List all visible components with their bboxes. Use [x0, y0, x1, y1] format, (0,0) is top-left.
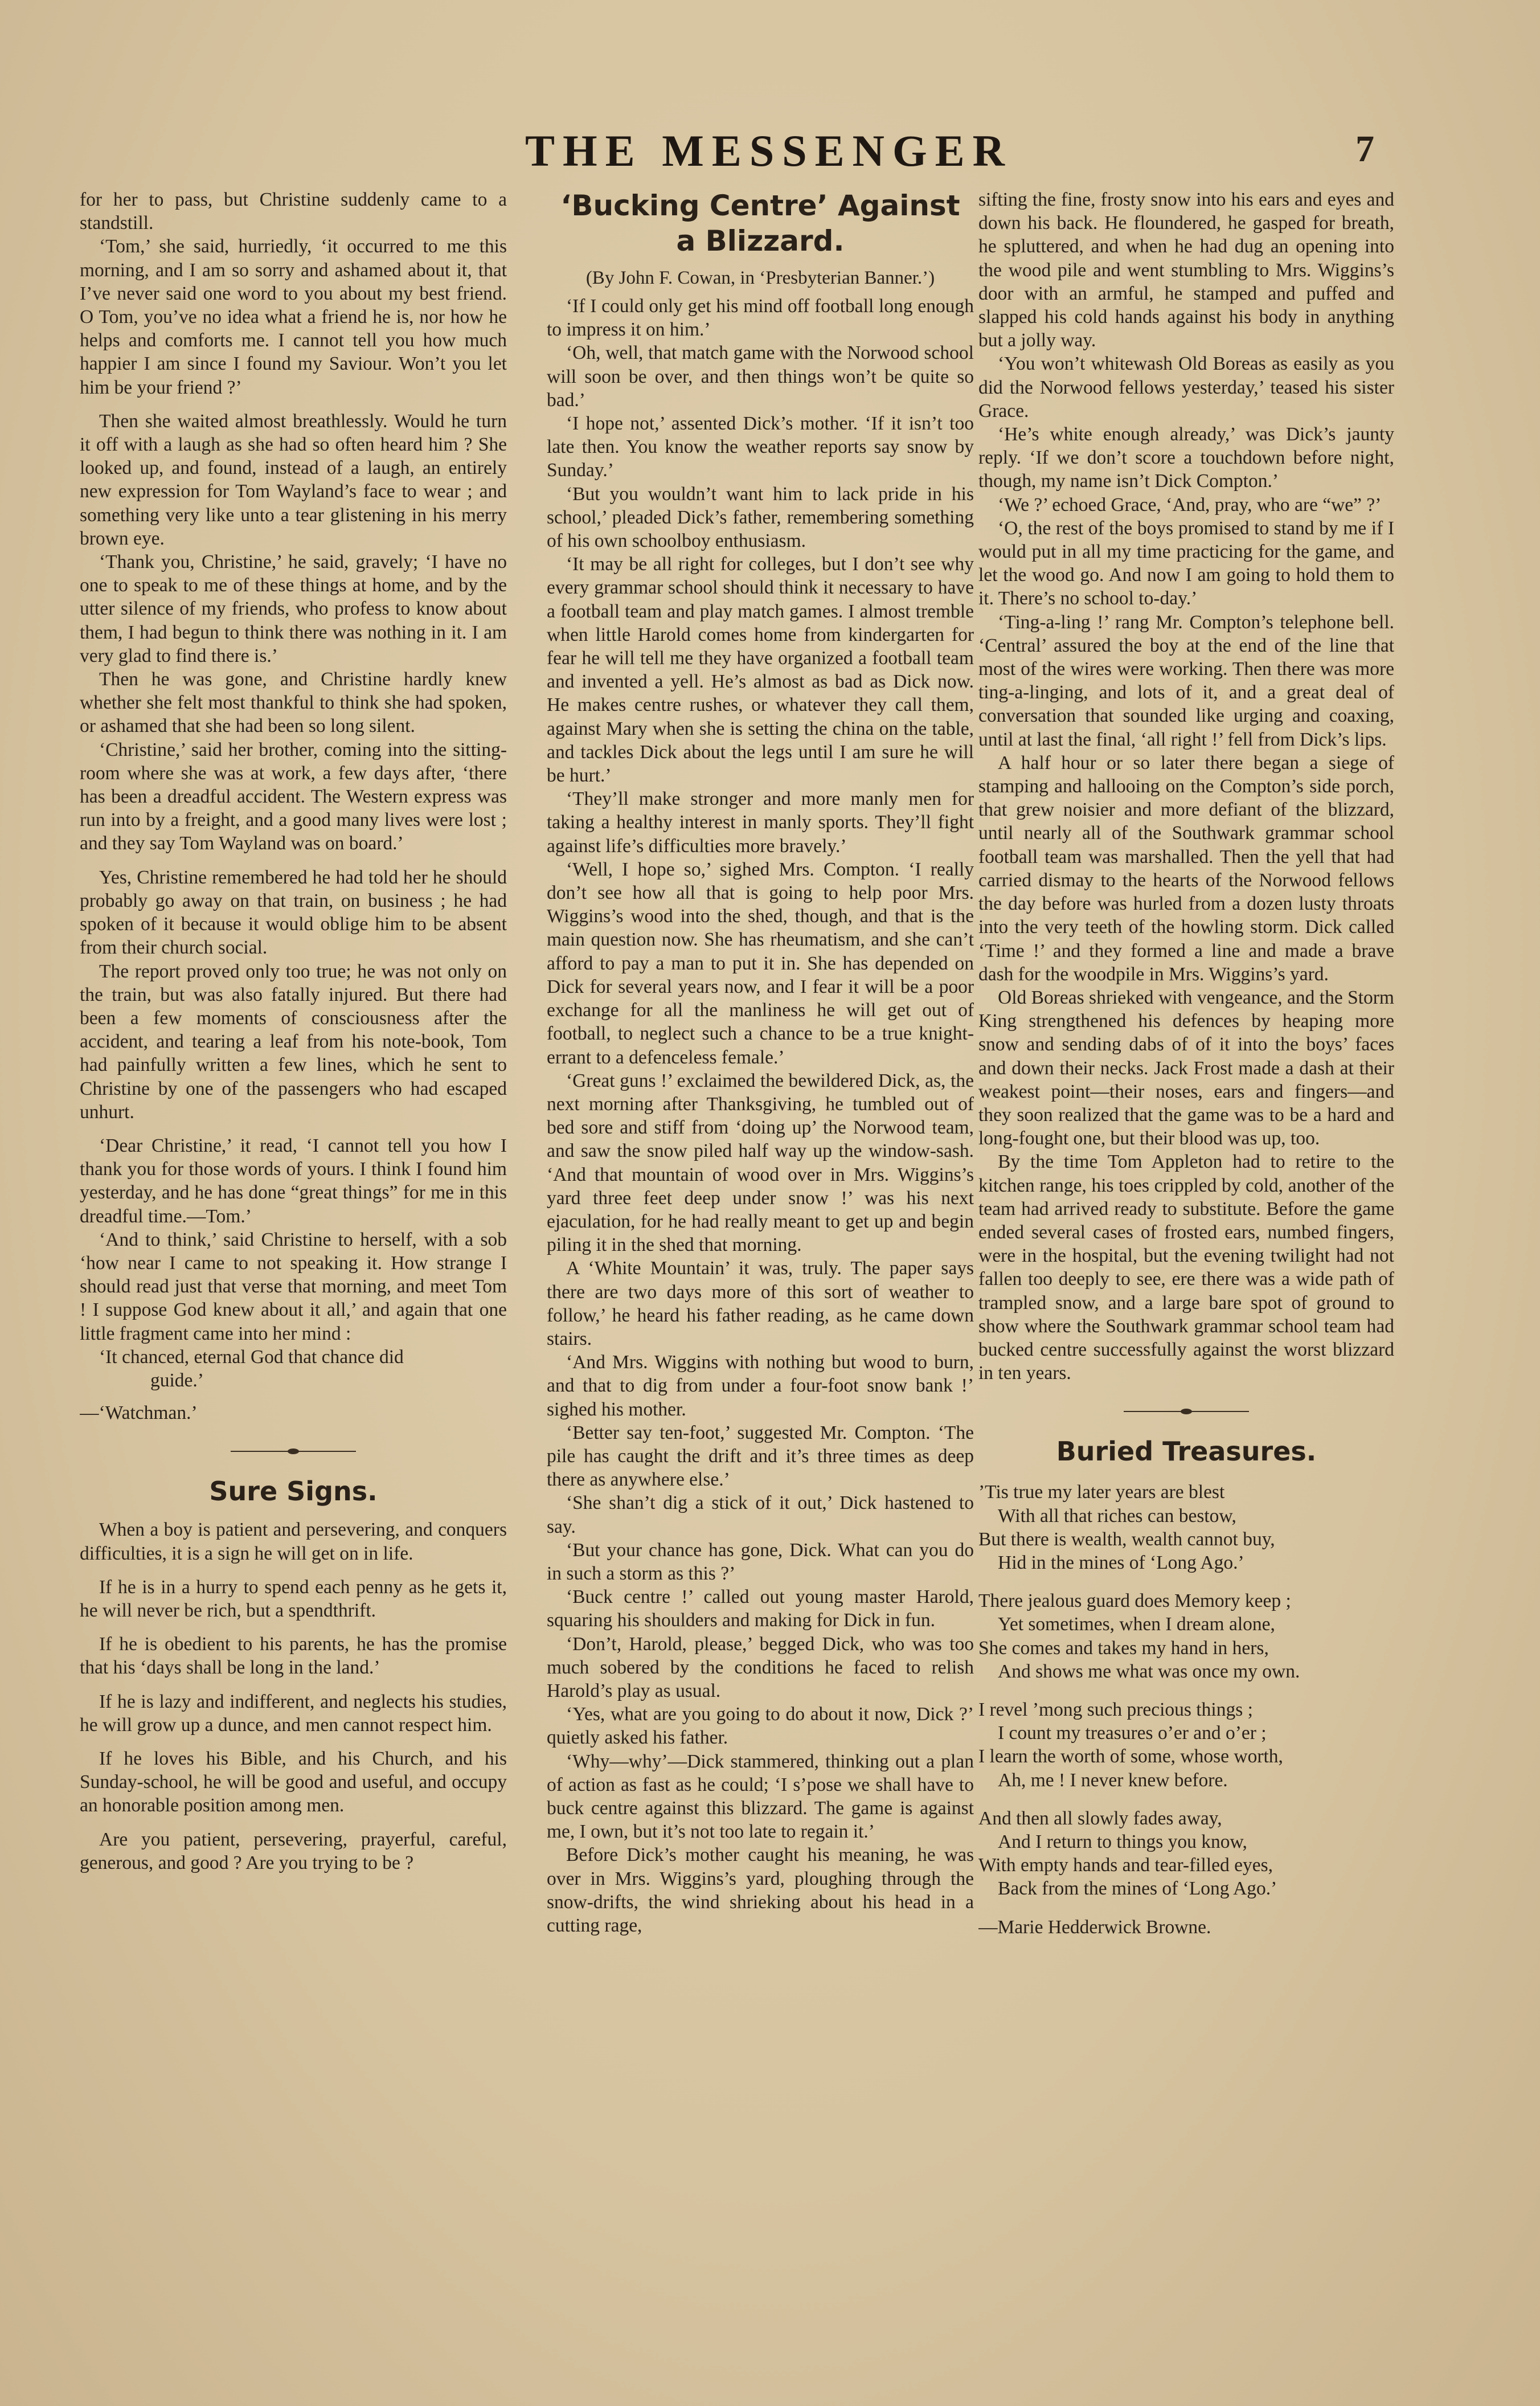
paragraph: ‘I hope not,’ assented Dick’s mother. ‘If it isn’t too late then. You know the weather reports say snow by Sunday.’: [547, 413, 974, 481]
paragraph: ‘They’ll make stronger and more manly men for taking a healthy interest in manly sports. They’ll fight against life’s difficulties more bravely.’: [547, 788, 974, 857]
paragraph: ‘You won’t whitewash Old Boreas as easily as you did the Norwood fellows yesterday,’ teased his sister Grace.: [978, 353, 1394, 422]
article-title: ‘Bucking Centre’ Against a Blizzard.: [560, 189, 960, 257]
paragraph: If he is obedient to his parents, he has the promise that his ‘days shall be long in the land.’: [80, 1634, 507, 1679]
paragraph: Yes, Christine remembered he had told her he should probably go away on that train, on business ; he had spoken of it because it would oblige him to be absent from their church social.: [80, 866, 507, 959]
paragraph: Before Dick’s mother caught his meaning, he was over in Mrs. Wiggins’s yard, ploughing through the snow-drifts, the wind shrieking about his head in a cutting rage,: [547, 1844, 974, 1937]
byline: (By John F. Cowan, in ‘Presbyterian Banner.’): [585, 268, 935, 288]
page-number: 7: [1355, 128, 1374, 170]
paragraph: ‘Oh, well, that match game with the Norwood school will soon be over, and then things won’t be quite so bad.’: [547, 342, 974, 411]
poem-line: ’Tis true my later years are blest: [978, 1482, 1225, 1503]
paragraph: ‘It may be all right for colleges, but I don’t see why every grammar school should think it necessary to have a football team and play match games. I almost tremble when little Harold comes home from kindergarten for fear he will tell me they have organized a football team and invented a yell. He’s almost as bad as Dick now. He makes centre rushes, or whatever they call them, against Mary when she is setting the china on the table, and tackles Dick about the legs until I am sure he will be hurt.’: [547, 554, 974, 787]
paragraph: When a boy is patient and persevering, and conquers difficulties, it is a sign he will get on in life.: [80, 1519, 507, 1564]
paragraph: ‘Tom,’ she said, hurriedly, ‘it occurred to me this morning, and I am so sorry and ashamed about it, that I’ve never said one word to you about my best friend. O Tom, you’ve no idea what a friend he is, nor how he helps and comforts me. I cannot tell you how much happier I am since I found my Saviour. Won’t you let him be your friend ?’: [80, 236, 507, 398]
masthead-title: THE MESSENGER: [525, 126, 1013, 175]
poem-line: There jealous guard does Memory keep ;: [978, 1590, 1291, 1612]
paragraph: ‘But you wouldn’t want him to lack pride in his school,’ pleaded Dick’s father, remembering something of his own schoolboy enthusiasm.: [547, 483, 974, 552]
poem-line: She comes and takes my hand in hers,: [978, 1637, 1269, 1659]
paragraph: By the time Tom Appleton had to retire to the kitchen range, his toes crippled by cold, another of the team had arrived ready to substitute. Before the game ended several cases of frosted ears, numbed fingers, were in the hospital, but the evening twilight had not fallen too deeply to see, ere there was a wide path of trampled snow, and a large bare spot of ground to show where the Southwark grammar school team had bucked centre successfully against the worst blizzard in ten years.: [978, 1151, 1394, 1384]
paragraph: ‘Why—why’—Dick stammered, thinking out a plan of action as fast as he could; ‘I s’pose we shall have to buck centre against this blizzard. The game is against me, I own, but it’s not too late to regain it.’: [547, 1750, 974, 1843]
column-2: [547, 188, 974, 2295]
poem-line: Hid in the mines of ‘Long Ago.’: [998, 1552, 1244, 1573]
paragraph: If he is lazy and indifferent, and neglects his studies, he will grow up a dunce, and men cannot respect him.: [80, 1691, 507, 1736]
ornament-divider: [1124, 1407, 1249, 1415]
poem-line: I count my treasures o’er and o’er ;: [998, 1722, 1267, 1744]
poem-author: —Marie Hedderwick Browne.: [978, 1916, 1211, 1938]
poem-line: And I return to things you know,: [998, 1831, 1247, 1852]
poem-line: I learn the worth of some, whose worth,: [978, 1746, 1283, 1767]
signature: —‘Watchman.’: [80, 1402, 198, 1424]
paragraph: ‘Don’t, Harold, please,’ begged Dick, who was too much sobered by the conditions he faced to relish Harold’s play as usual.: [547, 1633, 974, 1701]
verse-quote: [80, 1345, 507, 1392]
paragraph: ‘Christine,’ said her brother, coming into the sitting-room where she was at work, a few days after, ‘there has been a dreadful accident. The Western express was run into by a freight, and a good many lives were lost ; and they say Tom Wayland was on board.’: [80, 739, 507, 854]
article-title: Sure Signs.: [209, 1476, 378, 1507]
paragraph: A half hour or so later there began a siege of stamping and hallooing on the Compton’s side porch, that grew noisier and more defiant of the blizzard, until nearly all of the Southwark grammar school football team was marshalled. Then the yell that had carried dismay to the hearts of the Norwood fellows the day before was hurled from a dozen lusty throats into the very teeth of the howling storm. Dick called ‘Time !’ and they formed a line and made a brave dash for the woodpile in Mrs. Wiggins’s yard.: [978, 752, 1394, 985]
poem-stanza: [978, 1807, 1394, 1901]
paragraph: If he loves his Bible, and his Church, and his Sunday-school, he will be good and useful, and occupy an honorable position among men.: [80, 1748, 507, 1816]
poem-stanza: [978, 1589, 1394, 1683]
poem-line: And shows me what was once my own.: [998, 1660, 1300, 1682]
column-1: [80, 188, 507, 2295]
verse-line: ‘It chanced, eternal God that chance did: [99, 1346, 404, 1368]
poem-line: Yet sometimes, when I dream alone,: [998, 1614, 1275, 1635]
paragraph: A ‘White Mountain’ it was, truly. The paper says there are two days more of this sort of weather to follow,’ he heard his father reading, as he came down stairs.: [547, 1258, 974, 1349]
paragraph: ‘O, the rest of the boys promised to stand by me if I would put in all my time practicing for the game, and let the wood go. And now I am going to hold them to it. There’s no school to-day.’: [978, 517, 1394, 609]
paragraph: Then he was gone, and Christine hardly knew whether she felt most thankful to think she had spoken, or ashamed that she had been so long silent.: [80, 669, 507, 737]
poem-stanza: [978, 1698, 1394, 1792]
paragraph: ‘Great guns !’ exclaimed the bewildered Dick, as, the next morning after Thanksgiving, he tumbled out of bed sore and stiff from ‘doing up’ the Norwood team, and saw the snow piled half way up the window-sash. ‘And that mountain of wood over in Mrs. Wiggins’s yard three feet deep under snow !’ was his next ejaculation, for he had really meant to get up and begin piling it in the shed that morning.: [547, 1070, 974, 1256]
paragraph: ‘Thank you, Christine,’ he said, gravely; ‘I have no one to speak to me of these things at home, and by the utter silence of my friends, who profess to know about them, I had begun to think there was nothing in it. I am very glad to find there is.’: [80, 551, 507, 666]
poem-line: Back from the mines of ‘Long Ago.’: [998, 1878, 1277, 1900]
paragraph: ‘He’s white enough already,’ was Dick’s jaunty reply. ‘If we don’t score a touchdown before night, though, my name isn’t Dick Compton.’: [978, 424, 1394, 492]
poem-line: I revel ’mong such precious things ;: [978, 1699, 1253, 1720]
poem-line: With all that riches can bestow,: [998, 1505, 1236, 1527]
paragraph: The report proved only too true; he was not only on the train, but was also fatally injured. But there had been a few moments of consciousness after the accident, and tearing a leaf from his note-book, Tom had painfully written a few lines, which he sent to Christine by one of the passengers who had escaped unhurt.: [80, 960, 507, 1123]
masthead: [0, 125, 1540, 188]
paragraph: ‘We ?’ echoed Grace, ‘And, pray, who are “we” ?’: [998, 494, 1382, 515]
paragraph: ‘Better say ten-foot,’ suggested Mr. Compton. ‘The pile has caught the drift and it’s three times as deep there as anywhere else.’: [547, 1422, 974, 1491]
paragraph: ‘She shan’t dig a stick of it out,’ Dick hastened to say.: [547, 1492, 974, 1537]
poem-stanza: [978, 1480, 1394, 1574]
paragraph: ‘But your chance has gone, Dick. What can you do in such a storm as this ?’: [547, 1539, 974, 1584]
paragraph: ‘Yes, what are you going to do about it now, Dick ?’ quietly asked his father.: [547, 1704, 974, 1749]
paragraph: sifting the fine, frosty snow into his ears and eyes and down his back. He floundered, he gasped for breath, he spluttered, and when he had dug an opening into the wood pile and went stumbling to Mrs. Wiggins’s door with an armful, he stamped and puffed and slapped his cold hands against his body in anything but a jolly way.: [978, 189, 1394, 351]
paragraph: ‘If I could only get his mind off football long enough to impress it on him.’: [547, 296, 974, 341]
paragraph: for her to pass, but Christine suddenly came to a standstill.: [80, 189, 507, 234]
paragraph: ‘Dear Christine,’ it read, ‘I cannot tell you how I thank you for those words of yours. I think I found him yesterday, and he has done “great things” for me in this dreadful time.—Tom.’: [80, 1135, 507, 1227]
ornament-divider: [231, 1447, 356, 1455]
verse-line: guide.’: [150, 1369, 204, 1391]
poem-line: And then all slowly fades away,: [978, 1807, 1222, 1829]
paragraph: ‘Ting-a-ling !’ rang Mr. Compton’s telephone bell. ‘Central’ assured the boy at the end of the line that most of the wires were working. Then there was more ting-a-linging, and lots of it, and a great deal of conversation that sounded like urging and coaxing, until at last the final, ‘all right !’ fell from Dick’s lips.: [978, 611, 1394, 750]
poem-title: Buried Treasures.: [1056, 1436, 1317, 1467]
paragraph: ‘Well, I hope so,’ sighed Mrs. Compton. ‘I really don’t see how all that is going to help poor Mrs. Wiggins’s wood into the shed, though, and that is the main question now. She has rheumatism, and she can’t afford to pay a man to put it in. She has depended on Dick for several years now, and I fear it will be a poor exchange for all the manliness he will get out of football, to neglect such a chance to be a true knight-errant to a defenceless female.’: [547, 858, 974, 1068]
paragraph: Then she waited almost breathlessly. Would he turn it off with a laugh as she had so often heard him ? She looked up, and found, instead of a laugh, an entirely new expression for Tom Wayland’s face to wear ; and something very like unto a tear glistening in his merry brown eye.: [80, 410, 507, 549]
poem-line: Ah, me ! I never knew before.: [998, 1769, 1228, 1791]
paragraph: If he is in a hurry to spend each penny as he gets it, he will never be rich, but a spendthrift.: [80, 1576, 507, 1621]
paragraph: ‘And to think,’ said Christine to herself, with a sob ‘how near I came to not speaking it. How strange I should read just that verse that morning, and meet Tom ! I suppose God knew about it all,’ and again that one little fragment came into her mind :: [80, 1229, 507, 1344]
paragraph: Are you patient, persevering, prayerful, careful, generous, and good ? Are you trying to be ?: [80, 1828, 507, 1873]
poem: [978, 1480, 1394, 1938]
paragraph: ‘Buck centre !’ called out young master Harold, squaring his shoulders and making for Dick in fun.: [547, 1586, 974, 1631]
column-3: [978, 188, 1394, 2295]
poem-line: But there is wealth, wealth cannot buy,: [978, 1528, 1275, 1550]
paragraph: Old Boreas shrieked with vengeance, and the Storm King strengthened his defences by heaping more snow and sending dabs of of it into the boys’ faces and down their necks. Jack Frost made a dash at their weakest point—their noses, ears and fingers—and they soon realized that the game was to be a hard and long-fought one, but their blood was up, too.: [978, 987, 1394, 1149]
paragraph: ‘And Mrs. Wiggins with nothing but wood to burn, and that to dig from under a four-foot snow bank !’ sighed his mother.: [547, 1352, 974, 1420]
poem-line: With empty hands and tear-filled eyes,: [978, 1855, 1273, 1876]
